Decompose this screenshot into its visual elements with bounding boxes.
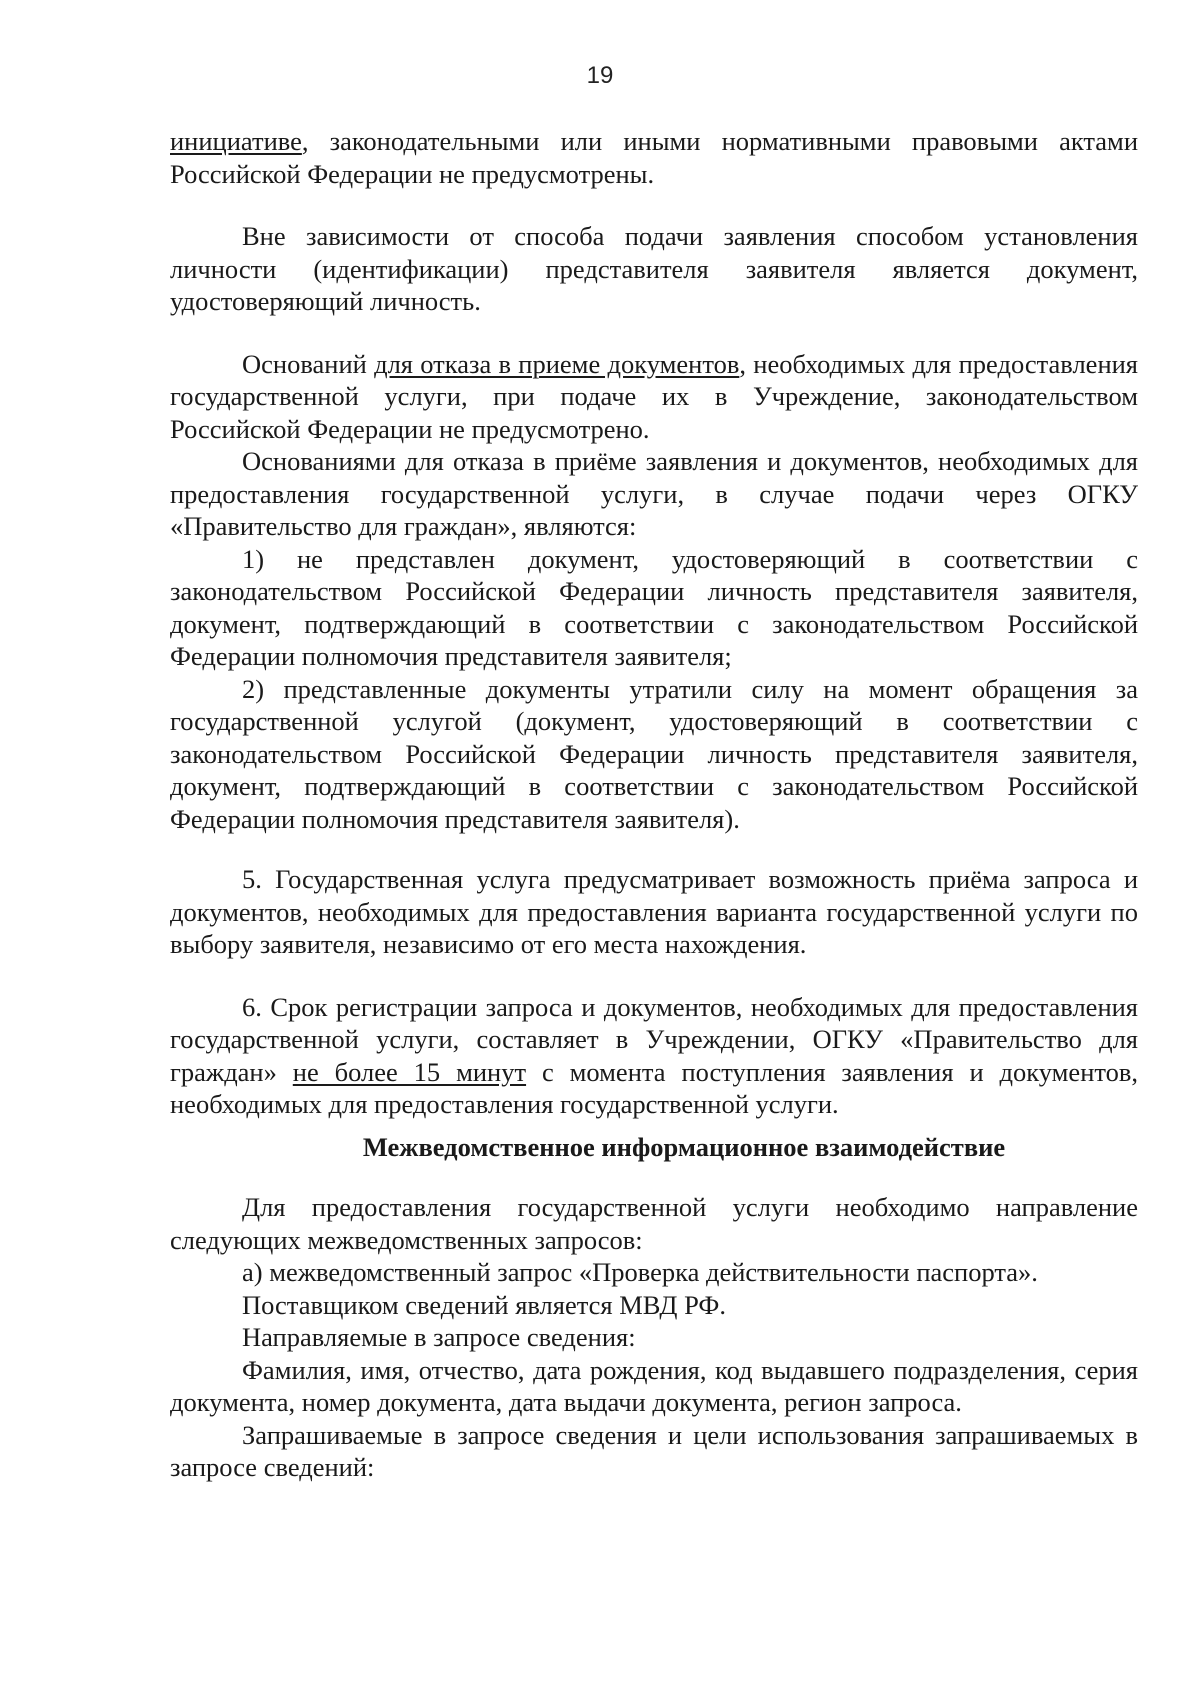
paragraph-provider: Поставщиком сведений является МВД РФ. xyxy=(242,1289,726,1320)
paragraph-sent-data-label: Направляемые в запросе сведения: xyxy=(242,1322,636,1352)
underlined-text: для отказа в приеме документов xyxy=(374,348,740,379)
document-body xyxy=(170,125,1138,1484)
list-item-1: 1) не представлен документ, удостоверяющий в соответствии с законодательством Российской Федерации личность представителя заявителя, документ, подтверждающий в соответствии с законодательством Российской Федерации полномочия представителя заявителя; xyxy=(170,543,1138,671)
paragraph-item-6: 6. Срок регистрации запроса и документов, необходимых для предоставления государственной услуги, составляет в Учреждении, ОГКУ «Правительство для граждан» не более 15 минут с момента поступления заявления и документов, необходимых для предоставления государственной услуги. xyxy=(170,991,1138,1119)
underlined-text: инициативе xyxy=(170,126,302,156)
paragraph-interagency-requests: Для предоставления государственной услуги необходимо направление следующих межведомственных запросов: xyxy=(170,1192,1138,1255)
list-item-a: а) межведомственный запрос «Проверка действительности паспорта». xyxy=(242,1257,1038,1287)
paragraph-requested-data: Запрашиваемые в запросе сведения и цели использования запрашиваемых в запросе сведений: xyxy=(170,1419,1138,1482)
paragraph-sent-data: Фамилия, имя, отчество, дата рождения, код выдавшего подразделения, серия документа, номер документа, дата выдачи документа, регион запроса. xyxy=(170,1354,1138,1417)
paragraph-item-5: 5. Государственная услуга предусматривает возможность приёма запроса и документов, необходимых для предоставления варианта государственной услуги по выбору заявителя, независимо от его места нахождения. xyxy=(170,864,1138,959)
paragraph-no-refusal-grounds: Оснований для отказа в приеме документов, необходимых для предоставления государственной услуги, при подаче их в Учреждение, законодательством Российской Федерации не предусмотрено. xyxy=(170,348,1138,444)
paragraph-refusal-grounds: Основаниями для отказа в приёме заявления и документов, необходимых для предоставления государственной услуги, в случае подачи через ОГКУ «Правительство для граждан», являются: xyxy=(170,446,1138,541)
section-heading: Межведомственное информационное взаимодействие xyxy=(362,1131,1006,1162)
underlined-text: не более 15 минут xyxy=(292,1056,527,1087)
page-number: 19 xyxy=(586,62,614,89)
paragraph-continuation: инициативе, законодательными или иными нормативными правовыми актами Российской Федерации не предусмотрены. xyxy=(170,126,1138,189)
list-item-2: 2) представленные документы утратили силу на момент обращения за государственной услугой (документ, удостоверяющий в соответствии с законодательством Российской Федерации личность представителя заявителя, документ, подтверждающий в соответствии с законодательством Российской Федерации полномочия представителя заявителя). xyxy=(170,673,1138,834)
paragraph-identification: Вне зависимости от способа подачи заявления способом установления личности (идентификации) представителя заявителя является документ, удостоверяющий личность. xyxy=(170,221,1138,316)
